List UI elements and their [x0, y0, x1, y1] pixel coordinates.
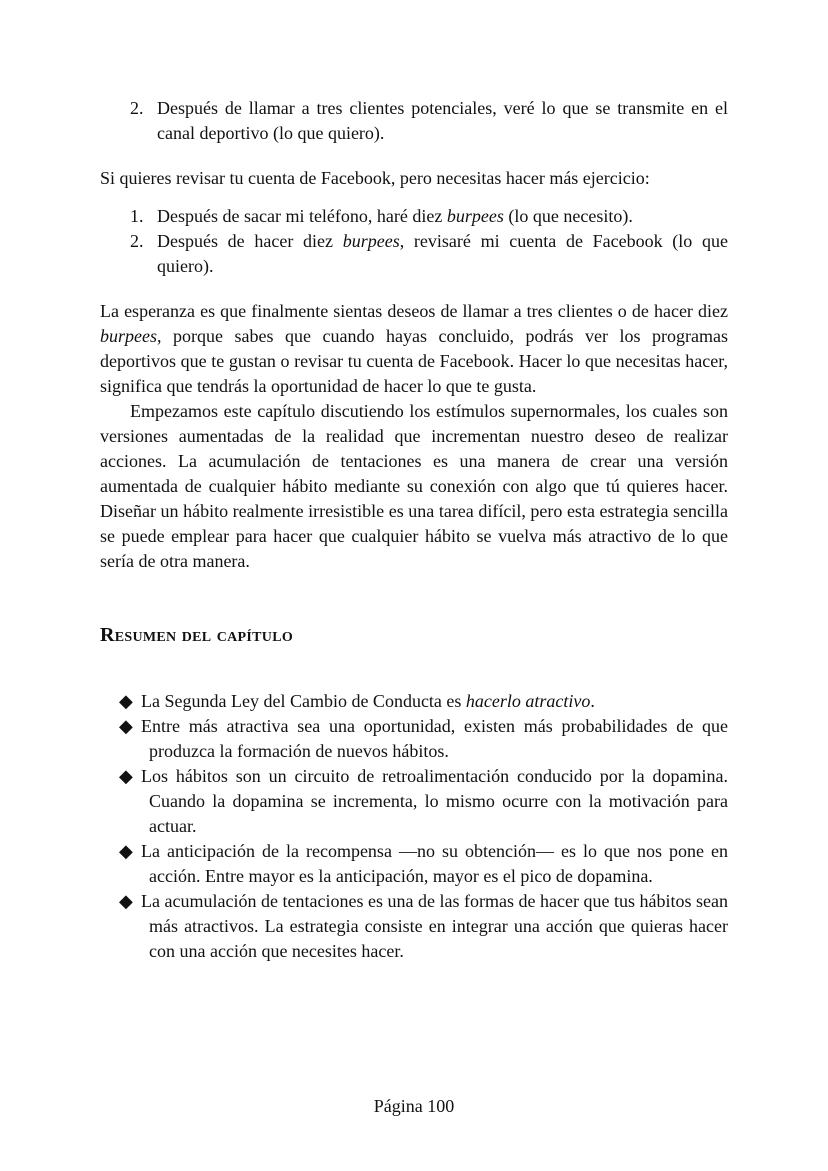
text-span: Después de sacar mi teléfono, haré diez — [157, 206, 447, 226]
emphasis-text: burpees — [446, 206, 504, 226]
list-item — [100, 229, 728, 279]
habit-stack-list-facebook — [100, 204, 728, 279]
diamond-bullet-icon: ◆ — [119, 841, 133, 861]
text-span: Después de hacer diez — [157, 231, 343, 251]
text-span: Los hábitos son un circuito de retroalimentación conducido por la dopamina. Cuando la dopamina se incrementa, lo mismo ocurre con la motivación para actuar. — [141, 766, 728, 836]
text-span: La acumulación de tentaciones es una de las formas de hacer que tus hábitos sean más atractivos. La estrategia consiste en integrar una acción que quieras hacer con una acción que necesites hacer. — [141, 891, 728, 961]
text-span: La Segunda Ley del Cambio de Conducta es — [141, 691, 466, 711]
emphasis-text: hacerlo atractivo — [465, 691, 591, 711]
diamond-bullet-icon: ◆ — [119, 766, 133, 786]
list-item — [100, 204, 728, 229]
list-number: 1. — [130, 206, 144, 226]
page-number: Página 100 — [373, 1096, 455, 1116]
diamond-bullet-icon: ◆ — [119, 691, 133, 711]
summary-item — [119, 714, 728, 764]
diamond-bullet-icon: ◆ — [119, 891, 133, 911]
list-item-text: Después de llamar a tres clientes potenciales, veré lo que se transmite en el canal deportivo (lo que quiero). — [157, 98, 728, 143]
section-heading: Resumen del capítulo — [100, 624, 294, 646]
body-paragraph — [100, 299, 728, 399]
text-span: , revisaré mi cuenta de Facebook (lo que quiero). — [157, 231, 728, 276]
text-span: La anticipación de la recompensa —no su obtención— es lo que nos pone en acción. Entre mayor es la anticipación, mayor es el pico de dopamina. — [141, 841, 728, 886]
list-number: 2. — [130, 231, 144, 251]
body-paragraph: Empezamos este capítulo discutiendo los estímulos supernormales, los cuales son versiones aumentadas de la realidad que incrementan nuestro deseo de realizar acciones. La acumulación de tentaciones es una manera de crear una versión aumentada de cualquier hábito mediante su conexión con algo que tú quieres hacer. Diseñar un hábito realmente irresistible es una tarea difícil, pero esta estrategia sencilla se puede emplear para hacer que cualquier hábito se vuelva más atractivo de lo que sería de otra manera. — [100, 401, 728, 571]
diamond-bullet-icon: ◆ — [119, 716, 133, 736]
text-span: La esperanza es que finalmente sientas deseos de llamar a tres clientes o de hacer diez — [100, 301, 728, 321]
habit-stack-list-sports — [100, 96, 728, 146]
list-item — [100, 96, 728, 146]
page-body — [100, 96, 728, 964]
intro-paragraph: Si quieres revisar tu cuenta de Facebook, pero necesitas hacer más ejercicio: — [100, 168, 650, 188]
emphasis-text: burpees — [342, 231, 400, 251]
summary-item — [119, 764, 728, 839]
text-span: (lo que necesito). — [503, 206, 633, 226]
emphasis-text: burpees — [100, 326, 157, 346]
list-number: 2. — [130, 98, 144, 118]
summary-item — [119, 889, 728, 964]
text-span: Entre más atractiva sea una oportunidad, existen más probabilidades de que produzca la formación de nuevos hábitos. — [141, 716, 728, 761]
summary-item — [119, 689, 728, 714]
summary-item — [119, 839, 728, 889]
list-item-text — [157, 204, 728, 229]
text-span: , porque sabes que cuando hayas concluido, podrás ver los programas deportivos que te gustan o revisar tu cuenta de Facebook. Hacer lo que necesitas hacer, significa que tendrás la oportunidad de hacer lo que te gusta. — [100, 326, 728, 396]
list-item-text — [157, 229, 728, 279]
chapter-summary-list — [119, 689, 728, 964]
text-span: . — [590, 691, 595, 711]
